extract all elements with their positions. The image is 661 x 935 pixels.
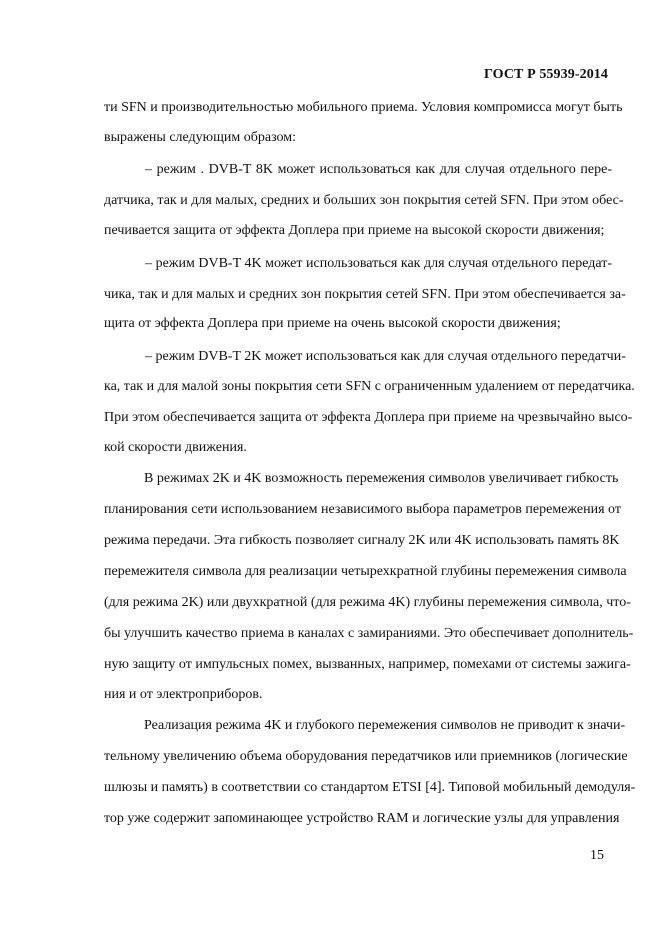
text-line: – режим DVB-T 2K может использоваться как для случая отдельного передатчи- xyxy=(145,349,626,364)
text-line: датчика, так и для малых, средних и больших зон покрытия сетей SFN. При этом обес- xyxy=(104,193,624,208)
text-line: ную защиту от импульсных помех, вызванных, например, помехами от системы зажига- xyxy=(104,657,631,672)
text-line: – режим . DVB-T 8K может использоваться как для случая отдельного пере- xyxy=(145,162,612,177)
standard-header: ГОСТ Р 55939-2014 xyxy=(484,67,608,82)
text-line: планирования сети использованием независимого выбора параметров перемежения от xyxy=(104,502,621,517)
text-line: При этом обеспечивается защита от эффекта Доплера при приеме на чрезвычайно высо- xyxy=(104,410,633,425)
text-line: режима передачи. Эта гибкость позволяет сигналу 2K или 4K использовать память 8K xyxy=(104,533,620,548)
text-line: ния и от электроприборов. xyxy=(104,687,263,702)
text-line: (для режима 2K) или двухкратной (для режима 4K) глубины перемежения символа, что- xyxy=(104,595,631,610)
text-line: тор уже содержит запоминающее устройство RAM и логические узлы для управления xyxy=(104,811,620,826)
text-line: печивается защита от эффекта Доплера при приеме на высокой скорости движения; xyxy=(104,223,605,238)
text-line: кой скорости движения. xyxy=(104,440,247,455)
text-line: ти SFN и производительностью мобильного приема. Условия компромисса могут быть xyxy=(104,100,623,115)
text-line: чика, так и для малых и средних зон покрытия сетей SFN. При этом обеспечивается за- xyxy=(104,287,626,302)
text-line: шлюзы и память) в соответствии со стандартом ETSI [4]. Типовой мобильный демодуля- xyxy=(104,780,636,795)
text-line: щита от эффекта Доплера при приеме на очень высокой скорости движения; xyxy=(104,316,561,331)
text-line: выражены следующим образом: xyxy=(104,130,297,145)
text-line: бы улучшить качество приема в каналах с замираниями. Это обеспечивает дополнитель- xyxy=(104,626,634,641)
text-line: тельному увеличению объема оборудования передатчиков или приемников (логические xyxy=(104,749,628,764)
text-line: перемежителя символа для реализации четырехкратной глубины перемежения символа xyxy=(104,564,627,579)
text-line: В режимах 2K и 4K возможность перемежения символов увеличивает гибкость xyxy=(144,471,619,486)
text-line: – режим DVB-T 4K может использоваться как для случая отдельного передат- xyxy=(145,256,612,271)
text-line: Реализация режима 4K и глубокого перемежения символов не приводит к значи- xyxy=(144,718,626,733)
page-number: 15 xyxy=(590,848,604,863)
text-line: ка, так и для малой зоны покрытия сети SFN с ограниченным удалением от передатчика. xyxy=(104,379,635,394)
